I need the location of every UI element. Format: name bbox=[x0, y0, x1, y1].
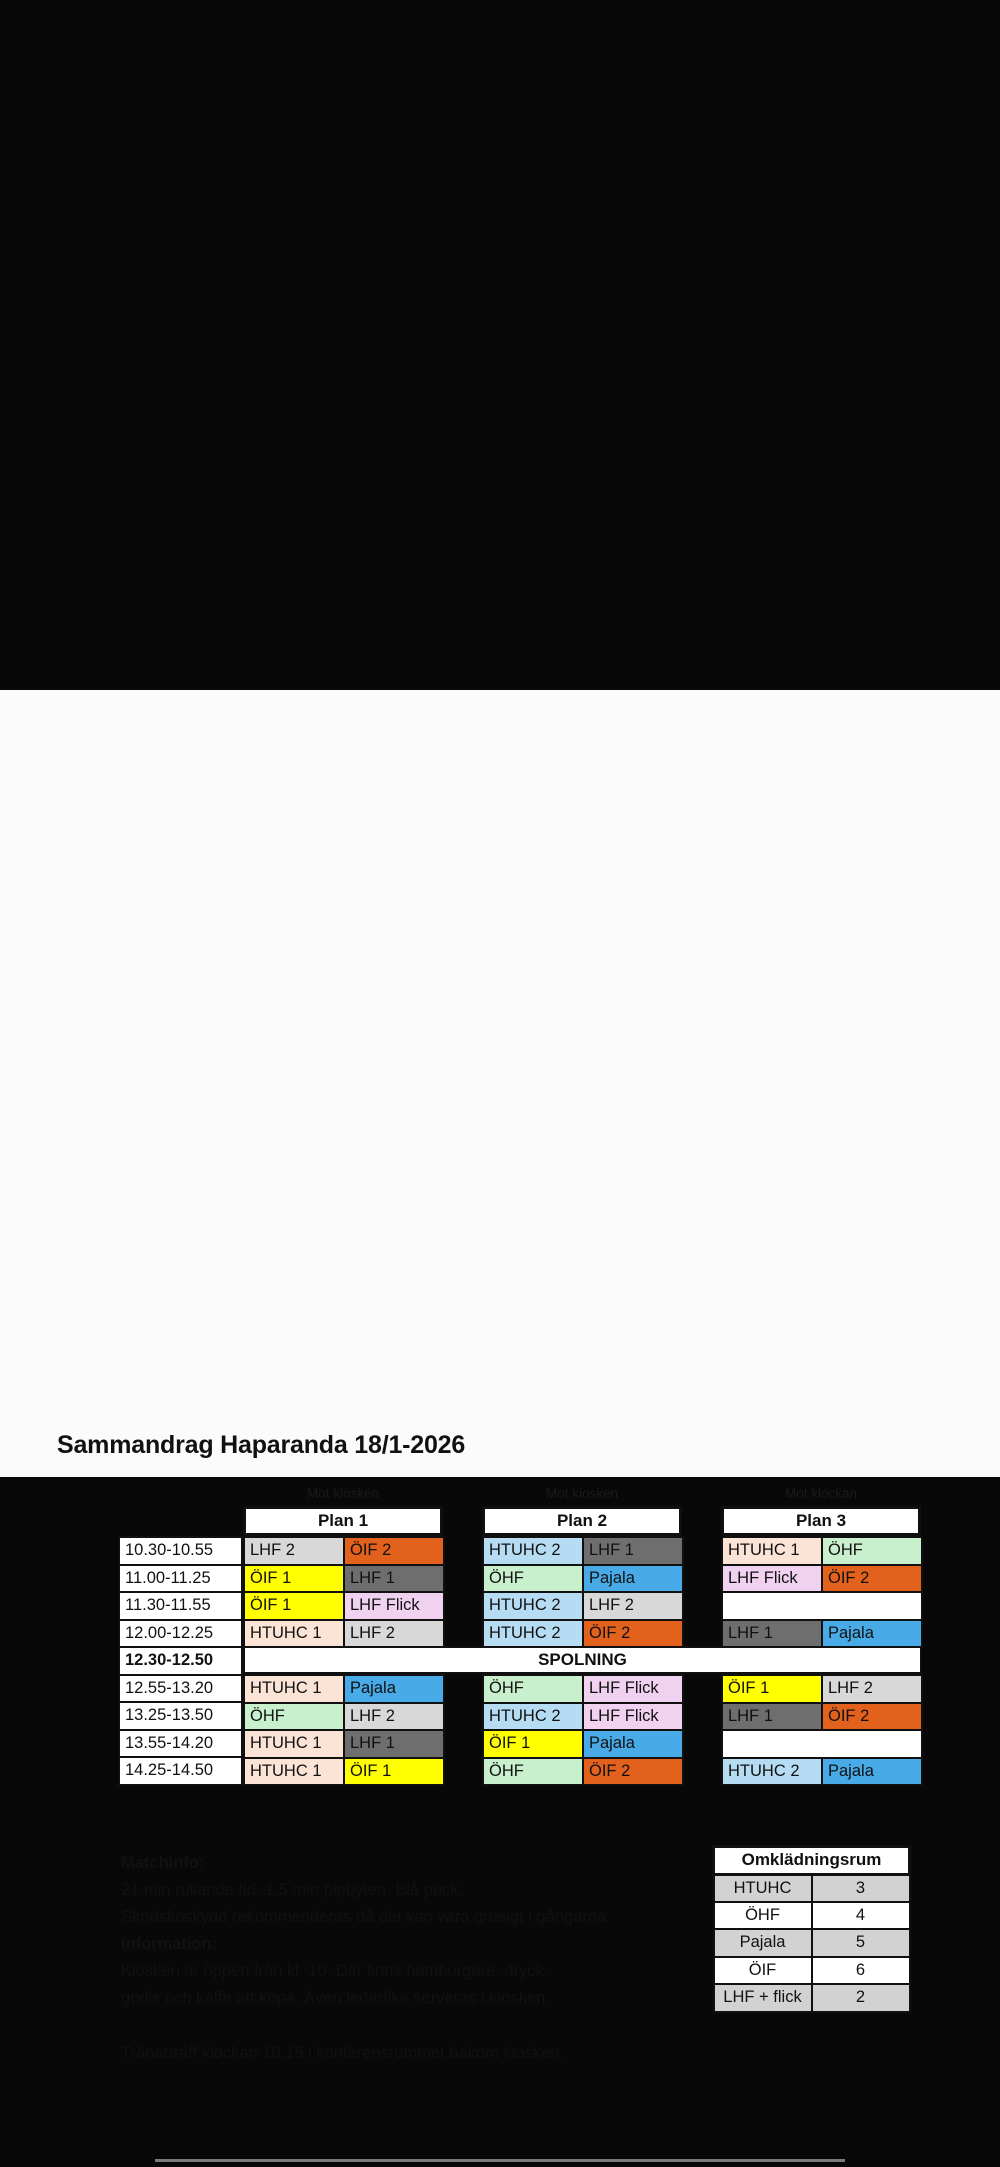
time-cell: 12.30-12.50 bbox=[119, 1647, 242, 1675]
match-cell: ÖIF 2 bbox=[583, 1620, 683, 1648]
match-row bbox=[483, 1565, 683, 1593]
match-row bbox=[483, 1620, 683, 1648]
match-cell: Pajala bbox=[583, 1730, 683, 1758]
plan1-lower-table bbox=[243, 1674, 445, 1786]
match-cell: ÖHF bbox=[822, 1537, 922, 1565]
time-cell: 13.25-13.50 bbox=[119, 1702, 242, 1730]
bottom-progress-indicator bbox=[155, 2159, 845, 2162]
match-cell: LHF 2 bbox=[244, 1537, 344, 1565]
plan2-upper-table bbox=[482, 1536, 684, 1648]
locker-team-cell: ÖHF bbox=[714, 1902, 812, 1930]
match-cell: ÖIF 2 bbox=[344, 1537, 444, 1565]
match-row bbox=[483, 1537, 683, 1565]
locker-row bbox=[714, 1984, 910, 2012]
match-cell: ÖIF 2 bbox=[822, 1703, 922, 1731]
match-cell: LHF 2 bbox=[344, 1703, 444, 1731]
plan2-lower-table bbox=[482, 1674, 684, 1786]
match-row bbox=[244, 1565, 444, 1593]
spolning-row: SPOLNING bbox=[243, 1646, 922, 1674]
match-cell: HTUHC 1 bbox=[244, 1730, 344, 1758]
time-column bbox=[118, 1536, 243, 1786]
empty-cell bbox=[722, 1592, 922, 1620]
plan3-header: Plan 3 bbox=[721, 1506, 921, 1536]
match-cell: ÖIF 2 bbox=[822, 1565, 922, 1593]
match-cell: Pajala bbox=[583, 1565, 683, 1593]
match-row bbox=[483, 1730, 683, 1758]
match-info-block bbox=[121, 1850, 611, 2012]
direction-label-plan2: Mot kiosken bbox=[545, 1486, 619, 1501]
match-row bbox=[483, 1592, 683, 1620]
info-line: godis och kaffe att köpa. Även ledarfika serveras i kiosken. bbox=[121, 1989, 550, 2007]
empty-cell bbox=[722, 1730, 922, 1758]
match-cell: Pajala bbox=[822, 1758, 922, 1786]
time-row bbox=[119, 1757, 242, 1785]
time-cell: 11.30-11.55 bbox=[119, 1592, 242, 1620]
match-cell: ÖIF 1 bbox=[483, 1730, 583, 1758]
match-cell: HTUHC 2 bbox=[483, 1703, 583, 1731]
direction-label-plan3: Mot klockan bbox=[784, 1486, 858, 1501]
locker-row bbox=[714, 1874, 910, 1902]
page-title: Sammandrag Haparanda 18/1-2026 bbox=[57, 1431, 466, 1459]
match-cell: HTUHC 1 bbox=[244, 1675, 344, 1703]
match-cell: ÖIF 2 bbox=[583, 1758, 683, 1786]
time-cell: 12.00-12.25 bbox=[119, 1620, 242, 1648]
match-cell: LHF Flick bbox=[722, 1565, 822, 1593]
match-cell: LHF 2 bbox=[822, 1675, 922, 1703]
time-cell: 10.30-10.55 bbox=[119, 1537, 242, 1565]
match-row bbox=[722, 1703, 922, 1731]
time-cell: 12.55-13.20 bbox=[119, 1675, 242, 1703]
match-cell: ÖHF bbox=[483, 1675, 583, 1703]
time-row bbox=[119, 1592, 242, 1620]
time-row bbox=[119, 1537, 242, 1565]
match-cell: LHF 1 bbox=[583, 1537, 683, 1565]
match-cell: ÖHF bbox=[244, 1703, 344, 1731]
locker-team-cell: Pajala bbox=[714, 1929, 812, 1957]
match-cell: LHF 1 bbox=[344, 1565, 444, 1593]
match-row bbox=[722, 1675, 922, 1703]
locker-row bbox=[714, 1902, 910, 1930]
match-cell: HTUHC 1 bbox=[244, 1758, 344, 1786]
match-cell: HTUHC 2 bbox=[483, 1620, 583, 1648]
info-line: Matchinfo: bbox=[121, 1854, 205, 1872]
coach-meeting-note: Tränarträff klockan 10.15 i konferensrummet bakom kiosken. bbox=[121, 2044, 564, 2062]
direction-label-plan1: Mot kiosken bbox=[306, 1486, 380, 1501]
match-row bbox=[244, 1758, 444, 1786]
match-row bbox=[722, 1620, 922, 1648]
plan3-lower-table bbox=[721, 1674, 923, 1786]
match-cell: Pajala bbox=[822, 1620, 922, 1648]
match-row bbox=[722, 1565, 922, 1593]
match-row bbox=[244, 1730, 444, 1758]
time-row bbox=[119, 1565, 242, 1593]
match-row bbox=[244, 1592, 444, 1620]
locker-row bbox=[714, 1957, 910, 1985]
match-cell: HTUHC 2 bbox=[722, 1758, 822, 1786]
match-cell: ÖHF bbox=[483, 1565, 583, 1593]
match-cell: LHF 1 bbox=[722, 1703, 822, 1731]
match-cell: HTUHC 1 bbox=[244, 1620, 344, 1648]
match-cell: LHF 2 bbox=[583, 1592, 683, 1620]
match-row bbox=[722, 1758, 922, 1786]
match-row bbox=[722, 1537, 922, 1565]
match-cell: LHF Flick bbox=[583, 1703, 683, 1731]
locker-room-cell: 6 bbox=[812, 1957, 910, 1985]
match-cell: LHF Flick bbox=[344, 1592, 444, 1620]
match-row bbox=[722, 1592, 922, 1620]
locker-row bbox=[714, 1929, 910, 1957]
time-row bbox=[119, 1702, 242, 1730]
match-cell: Pajala bbox=[344, 1675, 444, 1703]
match-row bbox=[483, 1703, 683, 1731]
info-line: Information: bbox=[121, 1935, 218, 1953]
locker-header-cell: Omklädningsrum bbox=[714, 1847, 910, 1875]
locker-room-cell: 2 bbox=[812, 1984, 910, 2012]
locker-room-cell: 4 bbox=[812, 1902, 910, 1930]
match-row bbox=[483, 1675, 683, 1703]
schedule-sheet bbox=[0, 690, 1000, 2062]
locker-team-cell: LHF + flick bbox=[714, 1984, 812, 2012]
locker-room-cell: 3 bbox=[812, 1874, 910, 1902]
match-row bbox=[244, 1703, 444, 1731]
info-line: Skridskoskydd rekommenderas då det kan vara grusigt i gångarna. bbox=[121, 1908, 611, 1926]
time-cell: 14.25-14.50 bbox=[119, 1757, 242, 1785]
match-cell: ÖHF bbox=[483, 1758, 583, 1786]
info-line: Kiosken är öppen från kl. 10. Där finns hamburgare, dryck, bbox=[121, 1962, 549, 1980]
match-cell: LHF 1 bbox=[344, 1730, 444, 1758]
match-cell: HTUHC 1 bbox=[722, 1537, 822, 1565]
time-row bbox=[119, 1620, 242, 1648]
locker-header-row bbox=[714, 1847, 910, 1875]
time-row bbox=[119, 1730, 242, 1758]
locker-room-cell: 5 bbox=[812, 1929, 910, 1957]
match-cell: LHF 1 bbox=[722, 1620, 822, 1648]
match-cell: HTUHC 2 bbox=[483, 1537, 583, 1565]
time-cell: 11.00-11.25 bbox=[119, 1565, 242, 1593]
match-row bbox=[483, 1758, 683, 1786]
plan2-header: Plan 2 bbox=[482, 1506, 682, 1536]
locker-room-table bbox=[712, 1845, 911, 2013]
match-cell: ÖIF 1 bbox=[244, 1592, 344, 1620]
time-row bbox=[119, 1647, 242, 1675]
match-cell: LHF 2 bbox=[344, 1620, 444, 1648]
match-cell: ÖIF 1 bbox=[344, 1758, 444, 1786]
locker-team-cell: ÖIF bbox=[714, 1957, 812, 1985]
plan3-upper-table bbox=[721, 1536, 923, 1648]
match-cell: ÖIF 1 bbox=[722, 1675, 822, 1703]
match-row bbox=[244, 1675, 444, 1703]
match-cell: ÖIF 1 bbox=[244, 1565, 344, 1593]
match-row bbox=[244, 1620, 444, 1648]
plan1-upper-table bbox=[243, 1536, 445, 1648]
time-cell: 13.55-14.20 bbox=[119, 1730, 242, 1758]
match-row bbox=[244, 1537, 444, 1565]
plan1-header: Plan 1 bbox=[243, 1506, 443, 1536]
locker-team-cell: HTUHC bbox=[714, 1874, 812, 1902]
match-row bbox=[722, 1730, 922, 1758]
match-cell: HTUHC 2 bbox=[483, 1592, 583, 1620]
time-row bbox=[119, 1675, 242, 1703]
match-cell: LHF Flick bbox=[583, 1675, 683, 1703]
info-line: 21 min rullande tid, 1,5 min pipbyten. Blå puck. bbox=[121, 1881, 464, 1899]
